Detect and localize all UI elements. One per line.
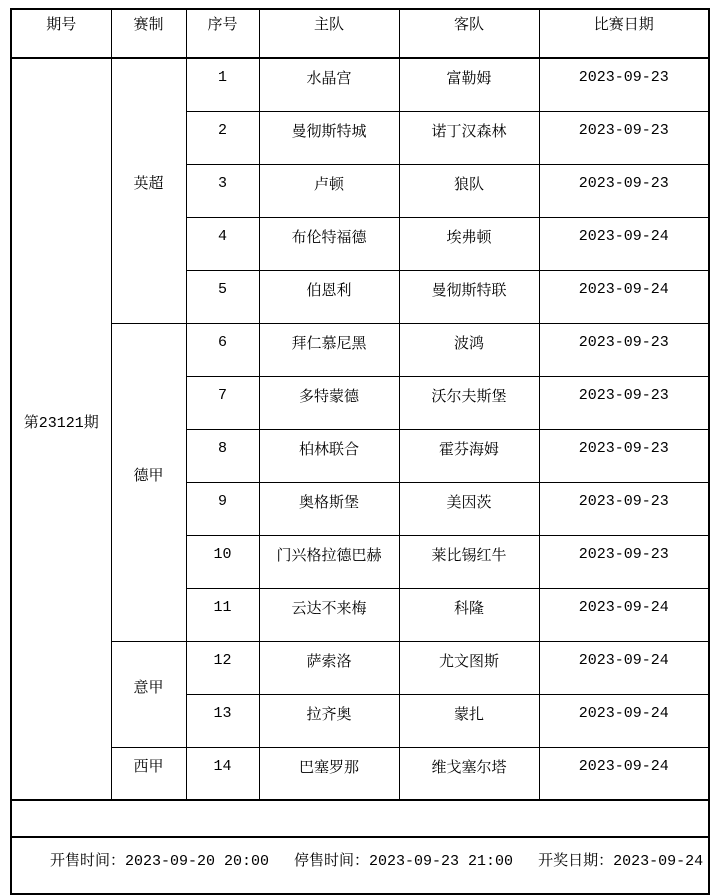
match-no-cell: 5 [186, 270, 259, 323]
match-date-cell: 2023-09-23 [539, 376, 709, 429]
col-header-away: 客队 [399, 9, 539, 58]
match-schedule-table [10, 8, 710, 895]
match-date-cell: 2023-09-23 [539, 323, 709, 376]
match-date-cell: 2023-09-24 [539, 588, 709, 641]
league-cell: 意甲 [111, 641, 186, 747]
header-row [11, 9, 709, 58]
match-no-cell: 10 [186, 535, 259, 588]
away-team-cell: 诺丁汉森林 [399, 111, 539, 164]
col-header-date: 比赛日期 [539, 9, 709, 58]
period-cell: 第23121期 [11, 58, 111, 800]
home-team-cell: 云达不来梅 [259, 588, 399, 641]
match-no-cell: 14 [186, 747, 259, 800]
away-team-cell: 沃尔夫斯堡 [399, 376, 539, 429]
match-date-cell: 2023-09-24 [539, 270, 709, 323]
match-date-cell: 2023-09-23 [539, 58, 709, 111]
league-cell: 德甲 [111, 323, 186, 641]
home-team-cell: 卢顿 [259, 164, 399, 217]
match-date-cell: 2023-09-23 [539, 482, 709, 535]
match-date-cell: 2023-09-23 [539, 535, 709, 588]
match-row [11, 747, 709, 800]
match-no-cell: 4 [186, 217, 259, 270]
match-row [11, 641, 709, 694]
match-no-cell: 12 [186, 641, 259, 694]
away-team-cell: 维戈塞尔塔 [399, 747, 539, 800]
col-header-home: 主队 [259, 9, 399, 58]
match-no-cell: 3 [186, 164, 259, 217]
league-cell: 英超 [111, 58, 186, 323]
match-no-cell: 9 [186, 482, 259, 535]
home-team-cell: 巴塞罗那 [259, 747, 399, 800]
footer-cell [11, 837, 709, 894]
away-team-cell: 科隆 [399, 588, 539, 641]
away-team-cell: 美因茨 [399, 482, 539, 535]
col-header-no: 序号 [186, 9, 259, 58]
match-date-cell: 2023-09-23 [539, 111, 709, 164]
sale-stop-time: 停售时间：2023-09-23 21:00 [294, 853, 514, 870]
match-date-cell: 2023-09-23 [539, 429, 709, 482]
col-header-period: 期号 [11, 9, 111, 58]
away-team-cell: 尤文图斯 [399, 641, 539, 694]
away-team-cell: 富勒姆 [399, 58, 539, 111]
away-team-cell: 蒙扎 [399, 694, 539, 747]
away-team-cell: 埃弗顿 [399, 217, 539, 270]
away-team-cell: 波鸿 [399, 323, 539, 376]
away-team-cell: 狼队 [399, 164, 539, 217]
match-row [11, 58, 709, 111]
home-team-cell: 布伦特福德 [259, 217, 399, 270]
match-no-cell: 6 [186, 323, 259, 376]
empty-row [11, 800, 709, 837]
match-no-cell: 1 [186, 58, 259, 111]
home-team-cell: 奥格斯堡 [259, 482, 399, 535]
home-team-cell: 萨索洛 [259, 641, 399, 694]
match-row [11, 323, 709, 376]
home-team-cell: 伯恩利 [259, 270, 399, 323]
match-date-cell: 2023-09-23 [539, 164, 709, 217]
away-team-cell: 霍芬海姆 [399, 429, 539, 482]
match-no-cell: 2 [186, 111, 259, 164]
away-team-cell: 莱比锡红牛 [399, 535, 539, 588]
home-team-cell: 水晶宫 [259, 58, 399, 111]
away-team-cell: 曼彻斯特联 [399, 270, 539, 323]
match-no-cell: 13 [186, 694, 259, 747]
home-team-cell: 曼彻斯特城 [259, 111, 399, 164]
match-no-cell: 8 [186, 429, 259, 482]
league-cell: 西甲 [111, 747, 186, 800]
home-team-cell: 门兴格拉德巴赫 [259, 535, 399, 588]
match-date-cell: 2023-09-24 [539, 641, 709, 694]
footer-info [12, 849, 708, 870]
home-team-cell: 柏林联合 [259, 429, 399, 482]
col-header-league: 赛制 [111, 9, 186, 58]
match-no-cell: 11 [186, 588, 259, 641]
match-date-cell: 2023-09-24 [539, 217, 709, 270]
match-date-cell: 2023-09-24 [539, 747, 709, 800]
footer-row [11, 837, 709, 894]
match-no-cell: 7 [186, 376, 259, 429]
match-date-cell: 2023-09-24 [539, 694, 709, 747]
draw-date: 开奖日期：2023-09-24 [538, 853, 704, 870]
empty-cell [11, 800, 709, 837]
home-team-cell: 拉齐奥 [259, 694, 399, 747]
home-team-cell: 多特蒙德 [259, 376, 399, 429]
home-team-cell: 拜仁慕尼黑 [259, 323, 399, 376]
sale-start-time: 开售时间：2023-09-20 20:00 [50, 853, 270, 870]
